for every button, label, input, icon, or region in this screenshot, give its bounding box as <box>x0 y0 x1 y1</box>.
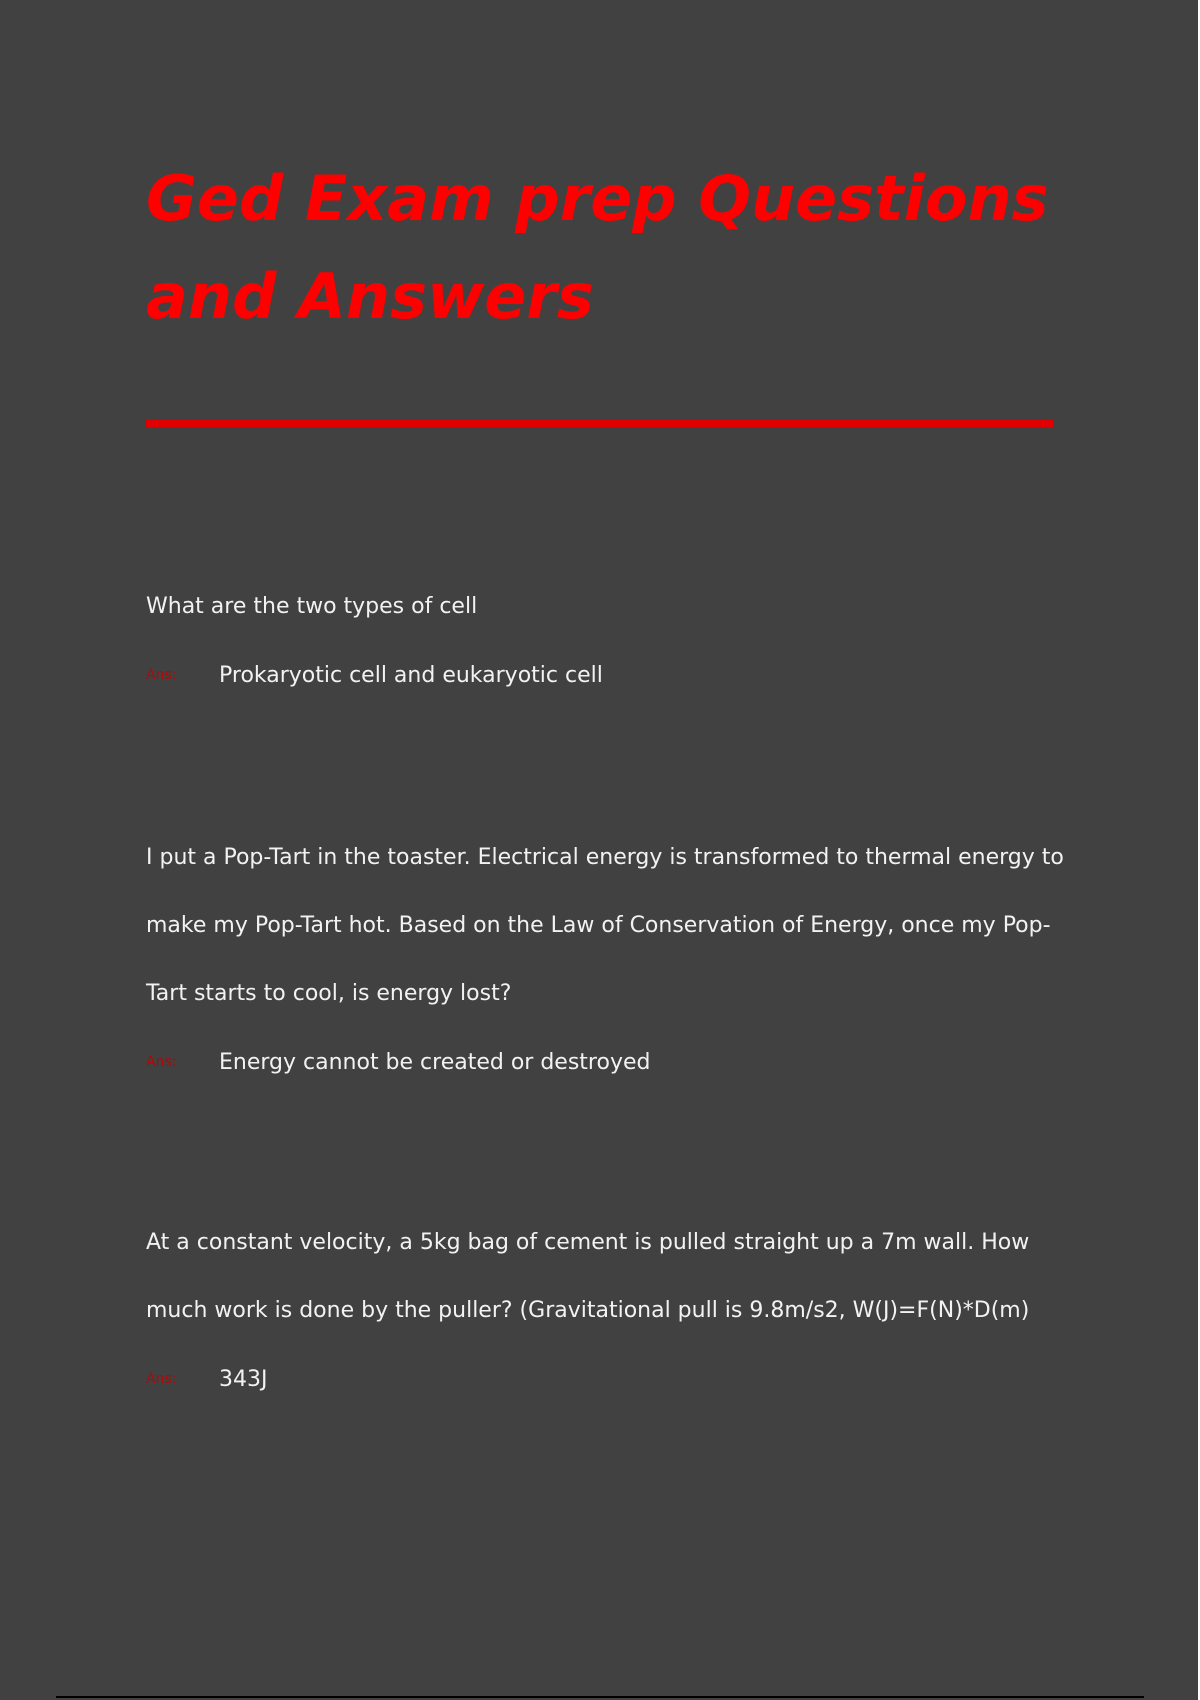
answer-label: Ans: <box>146 1371 177 1387</box>
qa-item <box>146 824 1066 1096</box>
answer-text: 343J <box>219 1366 268 1392</box>
answer-text: Energy cannot be created or destroyed <box>219 1049 651 1075</box>
answer-row <box>146 1345 1066 1413</box>
qa-item <box>146 1209 1066 1413</box>
document-title: Ged Exam prep Questions and Answers <box>146 162 1049 333</box>
answer-label: Ans: <box>146 667 177 683</box>
question-text: I put a Pop-Tart in the toaster. Electrical energy is transformed to thermal energy to make my Pop-Tart hot. Based on the Law of Conservation of Energy, once my Pop-Tart starts to cool, is energy lost? <box>146 845 1064 1006</box>
answer-text: Prokaryotic cell and eukaryotic cell <box>219 662 603 688</box>
title-divider <box>146 420 1053 427</box>
question-text: At a constant velocity, a 5kg bag of cement is pulled straight up a 7m wall. How much work is done by the puller? (Gravitational pull is 9.8m/s2, W(J)=F(N)*D(m) <box>146 1230 1030 1323</box>
qa-item <box>146 573 1066 709</box>
footer-divider <box>56 1696 1144 1698</box>
answer-row <box>146 641 1066 709</box>
answer-row <box>146 1028 1066 1096</box>
question-text: What are the two types of cell <box>146 594 478 619</box>
answer-label: Ans: <box>146 1054 177 1070</box>
